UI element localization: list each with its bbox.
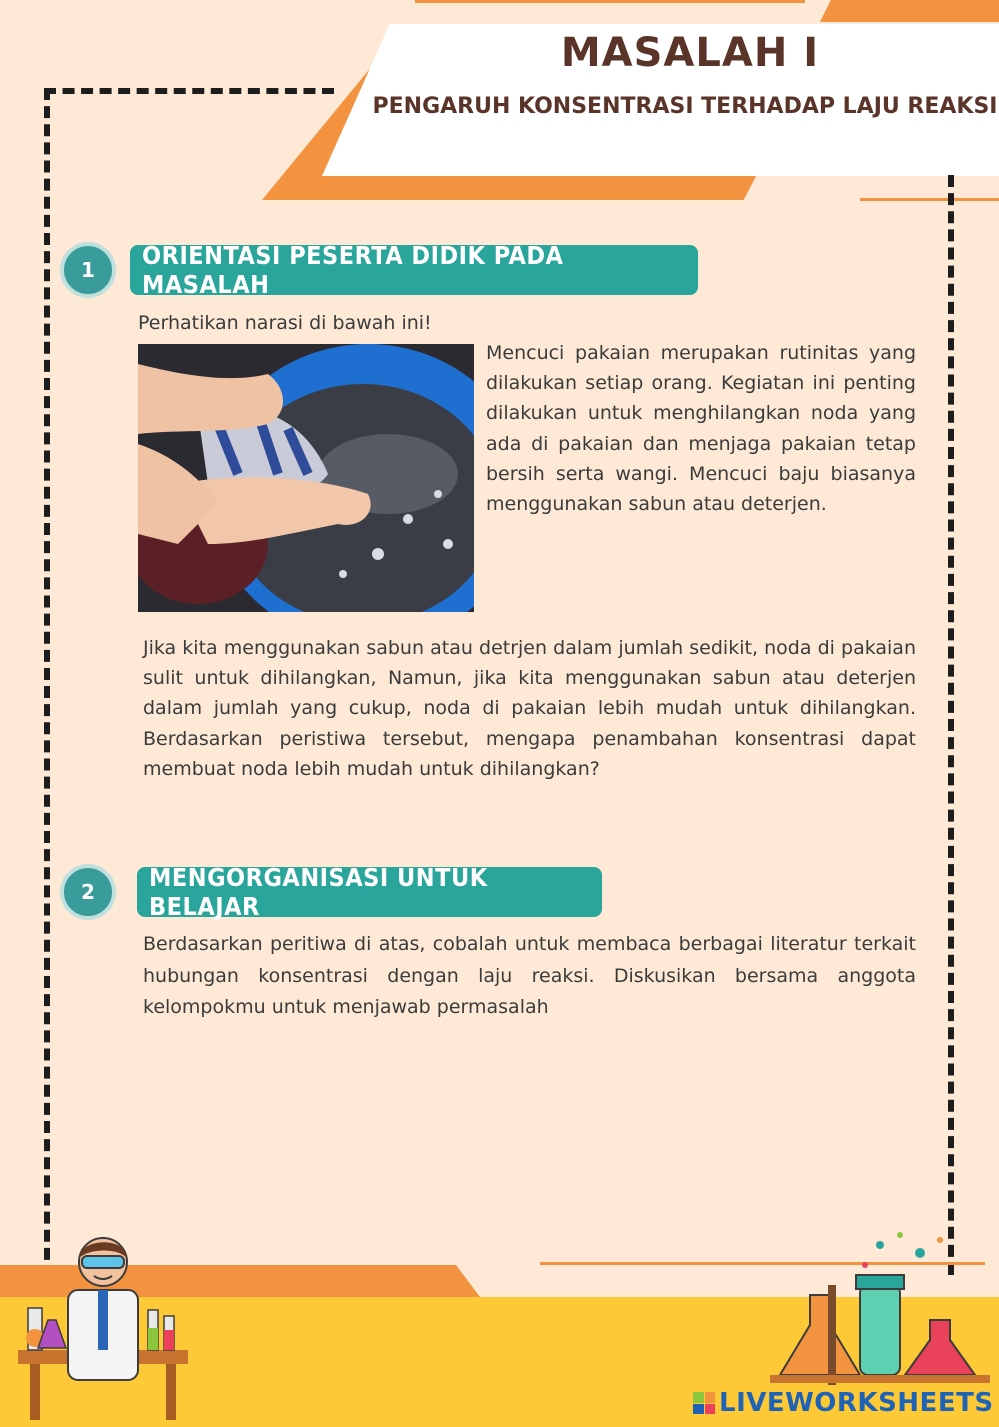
frame-dashed-right [948,175,954,1275]
liveworksheets-watermark [693,1386,994,1420]
header-accent-line [415,0,805,3]
header-orange-corner [820,0,999,22]
section-1-heading: ORIENTASI PESERTA DIDIK PADA MASALAH [130,245,698,295]
section-1-paragraph: Jika kita menggunakan sabun atau detrjen dalam jumlah sedikit, noda di pakaian sulit untuk dihilangkan, Namun, jika kita menggunakan sabun atau deterjen dalam jumlah yang cukup, noda di pakaian lebih mudah untuk dihilangkan. Berdasarkan peristiwa tersebut, mengapa penambahan konsentrasi dapat membuat noda lebih mudah untuk dihilangkan? [143,637,916,780]
frame-dashed-left [44,88,50,1278]
section-1-number: 1 [60,242,116,298]
section-1-side-paragraph: Mencuci pakaian merupakan rutinitas yang dilakukan setiap orang. Kegiatan ini penting dilakukan untuk menghilangkan noda yang ada di pakaian dan menjaga pakaian tetap bersih serta wangi. Mencuci baju biasanya menggunakan sabun atau deterjen. [486,342,916,516]
watermark-text: LIVEWORKSHEETS [719,1388,994,1418]
header-accent-line-right [860,198,999,201]
frame-dashed-top [44,88,334,94]
liveworksheets-logo-icon [693,1392,715,1414]
section-2-number: 2 [60,864,116,920]
page-title: MASALAH I [560,30,820,76]
section-1-intro: Perhatikan narasi di bawah ini! [138,312,432,334]
washing-photo [138,344,474,612]
section-2-paragraph: Berdasarkan peritiwa di atas, cobalah untuk membaca berbagai literatur terkait hubungan konsentrasi dengan laju reaksi. Diskusikan bersama anggota kelompokmu untuk menjawab permasalah [143,933,916,1018]
section-2-heading: MENGORGANISASI UNTUK BELAJAR [137,867,602,917]
lab-flasks-illustration [770,1225,990,1395]
scientist-illustration [8,1230,198,1420]
page-subtitle: PENGARUH KONSENTRASI TERHADAP LAJU REAKSI [372,94,998,119]
